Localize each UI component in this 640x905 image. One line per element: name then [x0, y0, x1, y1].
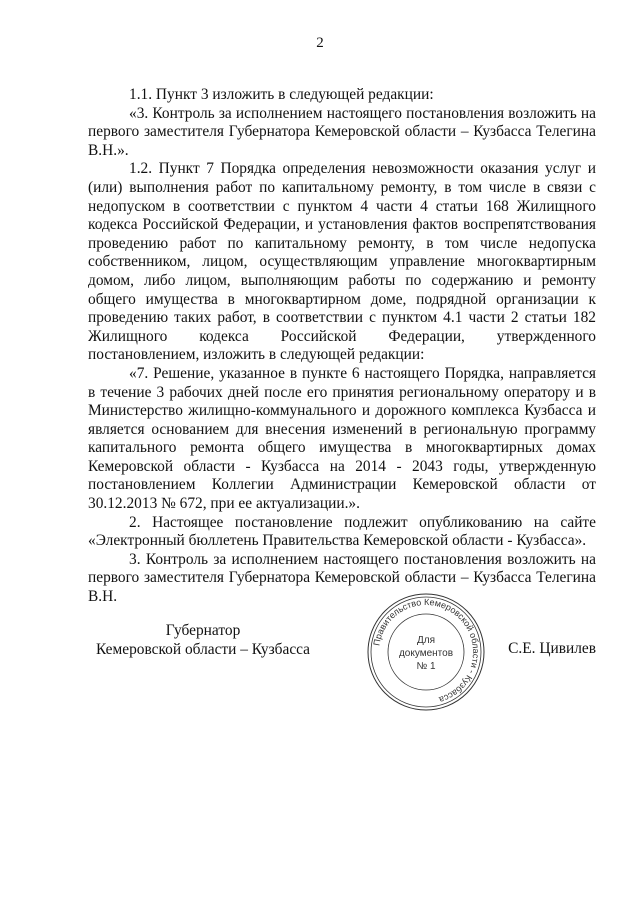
- stamp-ring-text: Правительство Кемеровской области - Кузбасса: [371, 596, 482, 706]
- paragraph-2: 2. Настоящее постановление подлежит опубликованию на сайте «Электронный бюллетень Правительства Кемеровской области - Кузбасса».: [88, 513, 596, 550]
- signatory-name: С.Е. Цивилев: [508, 640, 596, 657]
- signatory-title-line1: Губернатор: [165, 622, 241, 639]
- stamp-line3: № 1: [416, 661, 436, 672]
- signature-block: [88, 622, 596, 682]
- paragraph-3: 3. Контроль за исполнением настоящего постановления возложить на первого заместителя Губернатора Кемеровской области – Кузбасса Телегина В.Н.: [88, 550, 596, 606]
- paragraph-1-1: 1.1. Пункт 3 изложить в следующей редакции:: [129, 86, 434, 103]
- paragraph-quote-7: «7. Решение, указанное в пункте 6 настоящего Порядка, направляется в течение 3 рабочих дней после его принятия региональному оператору и в Министерство жилищно-коммунального и дорожного комплекса Кузбасса и является основанием для внесения изменений в региональную программу капитального ремонта общего имущества в многоквартирных домах Кемеровской области - Кузбасса на 2014 - 2043 годы, утвержденную постановлением Коллегии Администрации Кемеровской области от 30.12.2013 № 672, при ее актуализации.».: [88, 364, 596, 513]
- paragraph-1-2: 1.2. Пункт 7 Порядка определения невозможности оказания услуг и (или) выполнения работ по капитальному ремонту, в том числе в связи с недопуском в соответствии с пунктом 4 части 4 статьи 168 Жилищного кодекса Российской Федерации, и установления фактов воспрепятствования проведению работ по капитальному ремонту, в том числе недопуска собственником, лицом, осуществляющим управление многоквартирным домом, либо лицом, выполняющим работы по содержанию и ремонту общего имущества в многоквартирном доме, подрядной организации к проведению таких работ, в соответствии с пунктом 4.1 части 2 статьи 182 Жилищного кодекса Российской Федерации, утвержденного постановлением, изложить в следующей редакции:: [88, 160, 596, 364]
- stamp-line1: Для: [416, 635, 436, 646]
- stamp-line2: документов: [398, 648, 454, 659]
- signatory-title-line2: Кемеровской области – Кузбасса: [95, 640, 311, 658]
- page-number: 2: [316, 35, 324, 51]
- document-body: [88, 86, 596, 607]
- signatory-title: [88, 622, 318, 659]
- official-stamp: [364, 590, 488, 714]
- paragraph-quote-3: «3. Контроль за исполнением настоящего постановления возложить на первого заместителя Губернатора Кемеровской области – Кузбасса Телегина В.Н.».: [88, 104, 596, 159]
